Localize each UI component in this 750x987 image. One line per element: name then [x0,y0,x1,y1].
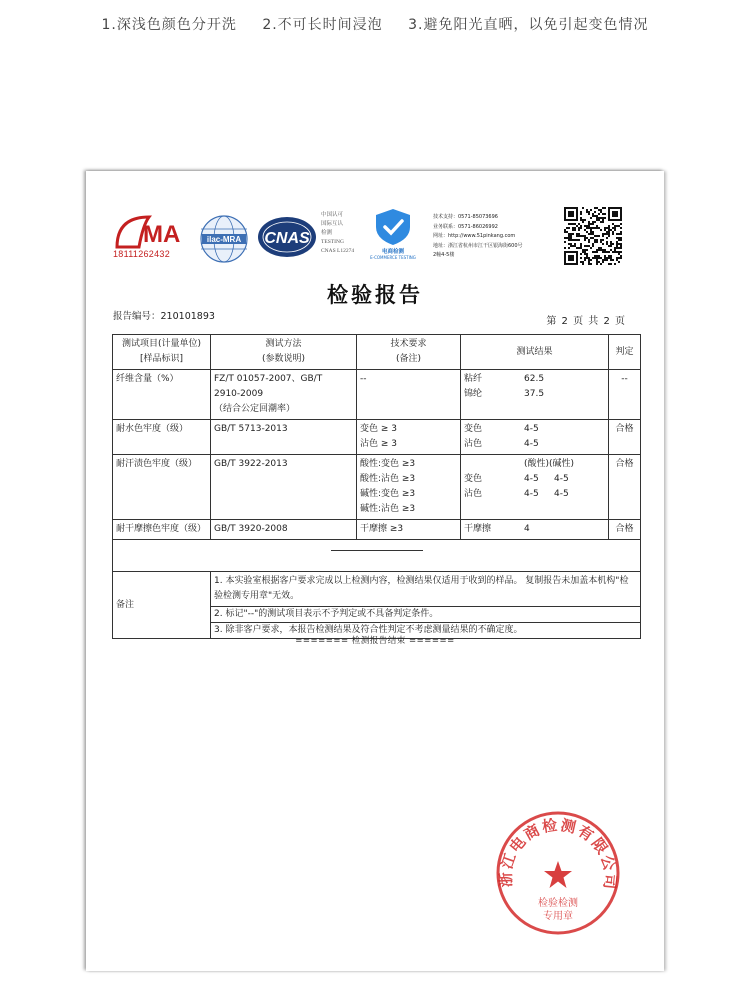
row-verdict: -- [609,370,641,420]
row-requirement: 酸性:变色 ≥3 酸性:沾色 ≥3 碱性:变色 ≥3 碱性:沾色 ≥3 [357,455,461,520]
cnas-line: 检测 [321,230,333,236]
row-item: 耐汗渍色牢度（级） [113,455,211,520]
row-results [461,455,609,520]
page-indicator: 第 2 页 共 2 页 [546,316,626,327]
cnas-line: CNAS L12274 [321,248,355,254]
result-label: 沾色 [464,439,483,449]
result-value-alkali: 4-5 [554,474,569,484]
table-row [113,370,641,420]
care-tip-2: 2.不可长时间浸泡 [262,17,383,33]
row-method: GB/T 5713-2013 [211,420,357,455]
ilac-text: ilac-MRA [206,235,242,244]
result-label: 粘纤 [464,374,483,384]
report-end-marker: ======= 检测报告结束 ====== [295,636,455,646]
cnas-logo [256,215,318,259]
result-value-acid: 4-5 [524,489,539,499]
result-value: 62.5 [524,374,545,384]
contact-line: 技术支持：0571-85073696 [433,214,498,220]
row-method: GB/T 3920-2008 [211,520,357,540]
star-icon [544,861,572,888]
ilac-mra-logo [198,213,250,265]
result-value-acid: 4-5 [524,474,539,484]
row-item: 耐干摩擦色牢度（级） [113,520,211,540]
results-table [112,334,641,639]
seal-company-name: 浙江电商检测有限公司 [496,815,620,892]
cma-phone: 18111262432 [113,249,171,259]
results-subheader: (酸性)(碱性) [524,459,575,469]
care-tip-3: 3.避免阳光直晒，以免引起变色情况 [408,17,649,33]
separator-cell [113,540,641,572]
row-item: 纤维含量（%） [113,370,211,420]
report-title: 检验报告 [327,282,423,307]
row-requirement: -- [357,370,461,420]
result-value: 4-5 [524,439,539,449]
header-requirement: 技术要求 (备注) [357,335,461,370]
ecommerce-testing-logo [370,207,416,263]
result-value: 37.5 [524,389,545,399]
row-verdict: 合格 [609,420,641,455]
seal-line-1: 检验检测 [538,898,578,909]
qr-code-icon [564,207,622,265]
table-row [113,420,641,455]
remarks-cell [211,572,641,639]
remarks-row [113,572,641,639]
contact-info [433,213,563,261]
row-requirement: 变色 ≥ 3 沾色 ≥ 3 [357,420,461,455]
contact-line: 2幢4-5楼 [433,252,455,258]
cnas-mark-icon [256,215,318,259]
cnas-accreditation-text [321,211,361,256]
remarks-label: 备注 [113,572,211,639]
header-result: 测试结果 [461,335,609,370]
result-label: 干摩擦 [464,524,492,534]
header-item: 测试项目(计量单位) [样品标识] [113,335,211,370]
header-method: 测试方法 (参数说明) [211,335,357,370]
result-label: 变色 [464,424,483,434]
row-item: 耐水色牢度（级） [113,420,211,455]
seal-line-2: 专用章 [543,911,573,922]
remark-1: 1. 本实验室根据客户要求完成以上检测内容，检测结果仅适用于收到的样品。 复制报告未加盖本机构"检验检测专用章"无效。 [211,572,640,607]
contact-line: 地址：浙江省杭州市江干区银海街600号 [433,242,523,249]
cnas-line: 中国认可 [321,212,344,218]
ecom-en-label: E-COMMERCE TESTING [370,255,416,260]
table-row [113,455,641,520]
result-value-alkali: 4-5 [554,489,569,499]
remark-2: 2. 标记"--"的测试项目表示不予判定或不具备判定条件。 [211,607,640,623]
row-verdict: 合格 [609,520,641,540]
row-results [461,520,609,540]
table-row [113,520,641,540]
header-verdict: 判定 [609,335,641,370]
separator-row [113,540,641,572]
row-method: FZ/T 01057-2007、GB/T 2910-2009 （结合公定回潮率） [211,370,357,420]
contact-line: 业务联系：0571-86026992 [433,223,498,230]
cma-logo [113,211,191,263]
row-verdict: 合格 [609,455,641,520]
row-requirement: 干摩擦 ≥3 [357,520,461,540]
ecom-cn-label: 电商检测 [381,249,404,255]
cnas-line: 国际互认 [321,221,344,227]
shield-check-icon [370,207,416,247]
remark-3: 3. 除非客户要求，本报告检测结果及符合性判定不考虑测量结果的不确定度。 [214,625,523,635]
cma-text: MA [143,221,181,248]
cnas-line: TESTING [321,239,344,245]
report-sheet [86,171,664,971]
result-value: 4 [524,524,530,534]
result-label: 变色 [464,474,483,484]
table-header-row [113,335,641,370]
contact-line: 网址：http://www.51pinkang.com [433,233,516,239]
result-value: 4-5 [524,424,539,434]
row-results [461,370,609,420]
report-number-value: 210101893 [160,311,215,322]
result-label: 沾色 [464,489,483,499]
official-seal-stamp [494,809,622,937]
cma-mark-icon [113,211,191,251]
report-number-label: 报告编号： [113,311,161,322]
row-results [461,420,609,455]
result-label: 锦纶 [464,389,483,399]
cnas-text: CNAS [264,230,310,247]
report-number [113,308,215,322]
care-instructions [0,14,750,34]
row-method: GB/T 3922-2013 [211,455,357,520]
care-tip-1: 1.深浅色颜色分开洗 [101,17,237,33]
globe-icon [198,213,250,265]
